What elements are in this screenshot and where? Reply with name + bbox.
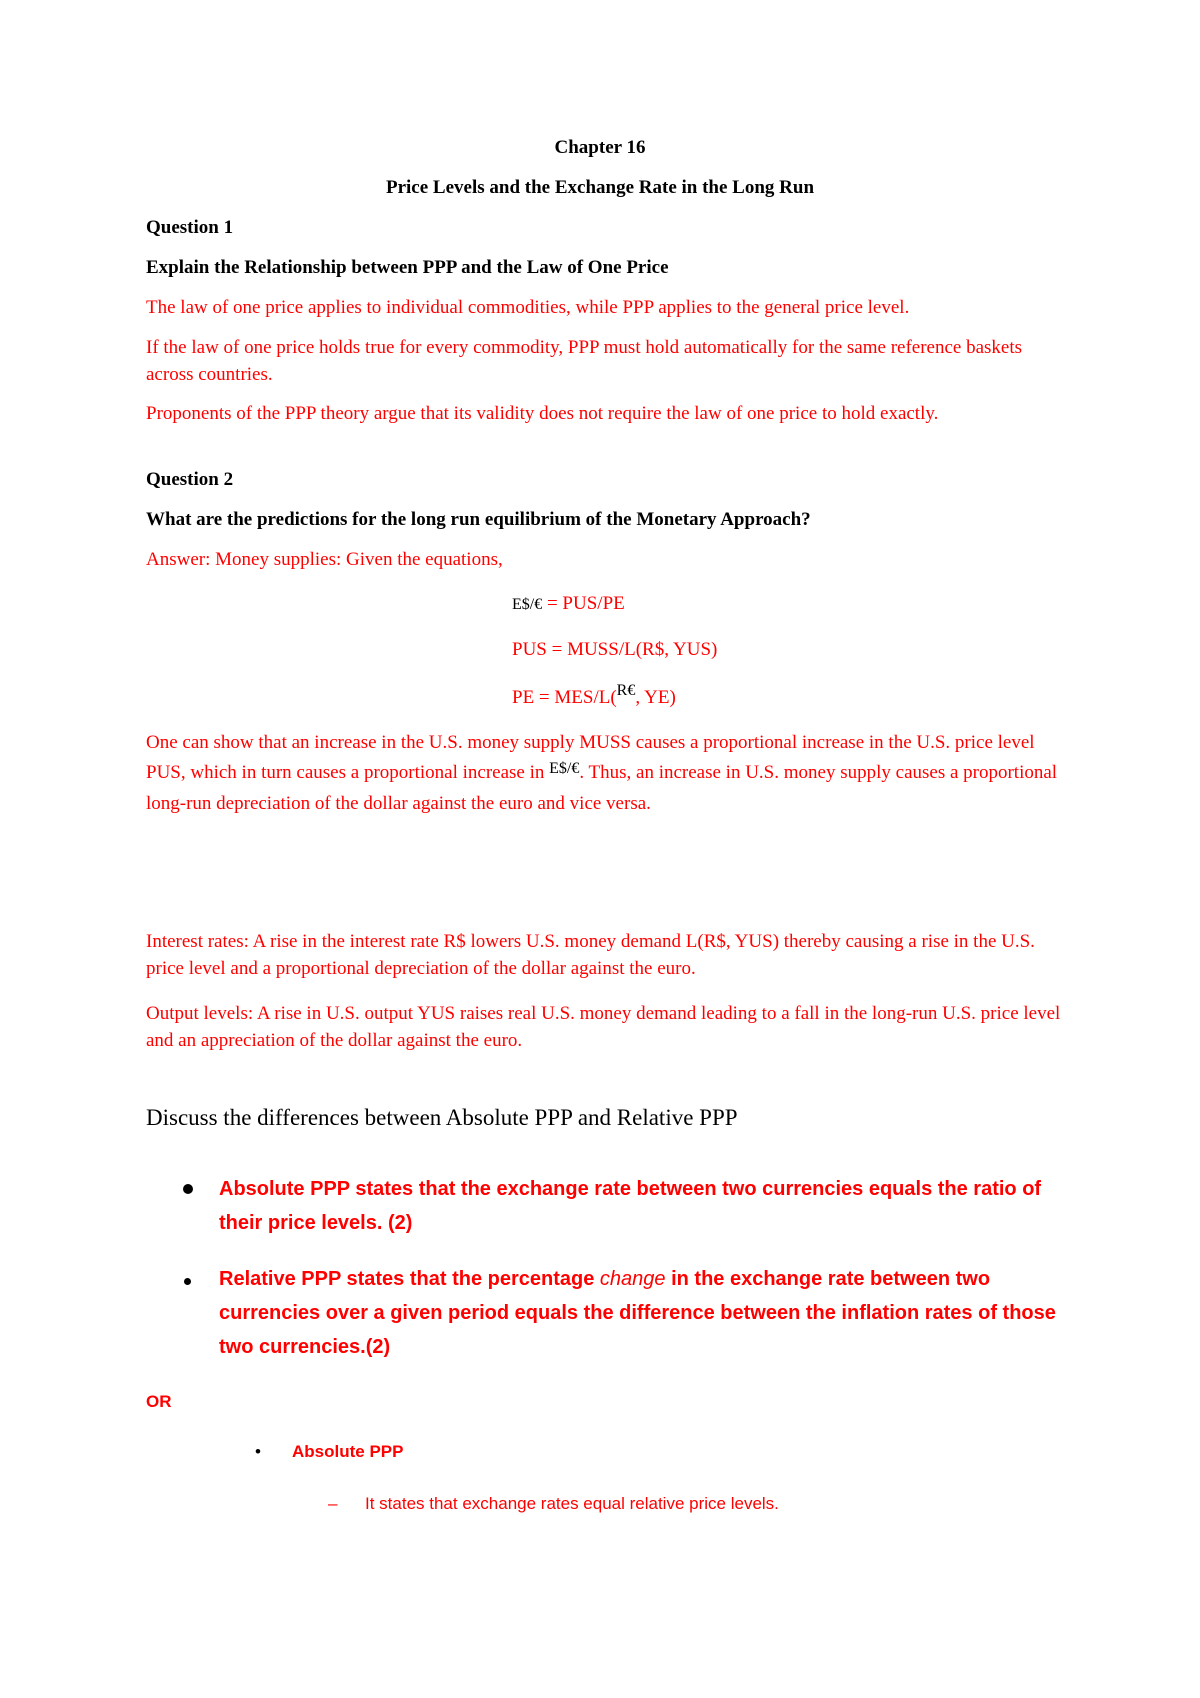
q2-answer-paragraph-1: One can show that an increase in the U.S. money supply MUSS causes a proportional increase in the U.S. price level PUS, which in turn causes a proportional increase in $^{E\$/€}$. Thus, an increase in U.S. money supply causes a proportional long-run depreciation of the dollar against the euro and vice versa. — [146, 732, 1058, 814]
q2-answer-intro: Answer: Money supplies: Given the equations, — [146, 549, 503, 570]
equation-euro-price-level: PE = MES/L($^{R€}$, YE) — [512, 682, 676, 708]
question-1-prompt: Explain the Relationship between PPP and the Law of One Price — [146, 257, 669, 278]
q2-answer-output-levels: Output levels: A rise in U.S. output YUS raises real U.S. money demand leading to a fall in the long-run U.S. price level and an appreciation of the dollar against the euro. — [146, 1003, 1061, 1051]
question-2-prompt: What are the predictions for the long run equilibrium of the Monetary Approach? — [146, 509, 811, 530]
exchange-rate-symbol: E$/€ — [512, 596, 543, 613]
dash-icon: – — [328, 1494, 338, 1513]
question-3-prompt: Discuss the differences between Absolute PPP and Relative PPP — [146, 1105, 738, 1130]
question-1-label: Question 1 — [146, 217, 234, 238]
q2-answer-interest-rates: Interest rates: A rise in the interest rate R$ lowers U.S. money demand L(R$, YUS) thereby causing a rise in the U.S. price level and a proportional depreciation of the dollar against the euro. — [146, 931, 1035, 979]
equation-exchange-rate: E$/€ = PUS/PE — [512, 593, 625, 614]
q1-answer-paragraph-2: If the law of one price holds true for every commodity, PPP must hold automatically for the same reference baskets across countries. — [146, 337, 1023, 385]
question-2-label: Question 2 — [146, 469, 234, 490]
q3-bullet-absolute-ppp: Absolute PPP states that the exchange rate between two currencies equals the ratio of their price levels. (2) — [219, 1178, 1042, 1234]
euro-interest-symbol: R€ — [616, 682, 636, 699]
q1-answer-paragraph-3: Proponents of the PPP theory argue that its validity does not require the law of one price to hold exactly. — [146, 403, 939, 424]
exchange-rate-symbol-inline: E$/€ — [549, 760, 580, 777]
sub-heading-absolute-ppp: Absolute PPP — [292, 1442, 404, 1461]
q3-bullet-relative-ppp: Relative PPP states that the percentage change in the exchange rate between two currencies over a given period equals the difference between the inflation rates of those two currencies.(2) — [219, 1268, 1056, 1358]
sub-bullet-icon: • — [255, 1442, 261, 1461]
bullet-icon — [184, 1278, 191, 1285]
chapter-title: Price Levels and the Exchange Rate in the Long Run — [385, 177, 815, 198]
bullet-icon — [183, 1184, 193, 1194]
or-separator: OR — [146, 1392, 172, 1411]
chapter-heading: Chapter 16 — [554, 137, 646, 158]
absolute-ppp-definition: It states that exchange rates equal relative price levels. — [365, 1494, 779, 1513]
equation-us-price-level: PUS = MUSS/L(R$, YUS) — [512, 639, 718, 660]
q1-answer-paragraph-1: The law of one price applies to individual commodities, while PPP applies to the general price level. — [146, 297, 910, 318]
